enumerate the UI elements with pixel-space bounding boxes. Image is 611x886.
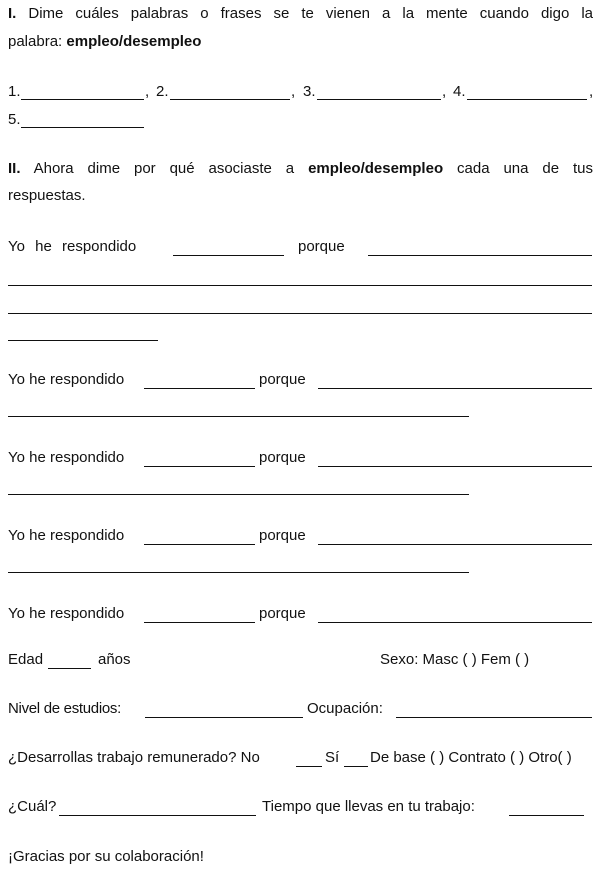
- response-2-because: porque: [259, 371, 306, 388]
- response-4-because: porque: [259, 527, 306, 544]
- section2-text-b: cada una de tus: [457, 160, 594, 177]
- section1-numeral: I.: [8, 5, 17, 22]
- section1-question: Dime cuáles palabras o frases se te vienen a la mente cuando digo la: [28, 5, 593, 22]
- occupation-label: Ocupación:: [307, 700, 383, 717]
- which-blank[interactable]: [59, 815, 256, 816]
- section1-line2: [8, 33, 201, 50]
- response-1-reason-line-2[interactable]: [8, 285, 592, 286]
- occupation-blank[interactable]: [396, 717, 592, 718]
- response-5-label: Yo he respondido: [8, 605, 125, 622]
- response-3-word-blank[interactable]: [144, 466, 255, 467]
- response-5-because: porque: [259, 605, 306, 622]
- response-4-reason-blank[interactable]: [318, 544, 592, 545]
- item-3-blank[interactable]: [317, 99, 441, 100]
- age-label: Edad: [8, 651, 44, 668]
- tenure-label: Tiempo que llevas en tu trabajo:: [262, 798, 475, 815]
- item-4-comma: ,: [589, 83, 594, 100]
- item-1-label: 1.: [8, 83, 21, 100]
- item-1-blank[interactable]: [21, 99, 144, 100]
- section2-text-a: Ahora dime por qué asociaste a: [33, 160, 295, 177]
- section2-numeral: II.: [8, 160, 21, 177]
- age-blank[interactable]: [48, 668, 91, 669]
- response-5-reason-blank[interactable]: [318, 622, 592, 623]
- response-1-because: porque: [298, 238, 345, 255]
- item-1-comma: ,: [145, 83, 150, 100]
- section1-term: empleo/desempleo: [66, 33, 202, 50]
- section1-prefix: palabra:: [8, 33, 63, 50]
- education-label: Nivel de estudios:: [8, 700, 121, 717]
- item-3-comma: ,: [442, 83, 447, 100]
- response-3-reason-blank[interactable]: [318, 466, 592, 467]
- response-1-label: Yo he respondido: [8, 238, 137, 255]
- item-4-label: 4.: [453, 83, 466, 100]
- job-type-options[interactable]: De base ( ) Contrato ( ) Otro( ): [370, 749, 572, 766]
- section2-line2: respuestas.: [8, 187, 86, 204]
- response-2-word-blank[interactable]: [144, 388, 255, 389]
- sex-options[interactable]: Sexo: Masc ( ) Fem ( ): [380, 651, 530, 668]
- item-5-blank[interactable]: [21, 127, 144, 128]
- response-1-reason-line-4[interactable]: [8, 340, 158, 341]
- item-5-label: 5.: [8, 111, 21, 128]
- item-2-comma: ,: [291, 83, 296, 100]
- item-3-label: 3.: [303, 83, 316, 100]
- response-1-reason-blank[interactable]: [368, 255, 592, 256]
- education-blank[interactable]: [145, 717, 303, 718]
- response-3-because: porque: [259, 449, 306, 466]
- response-1-word-blank[interactable]: [173, 255, 284, 256]
- response-5-word-blank[interactable]: [144, 622, 255, 623]
- thanks-message: ¡Gracias por su colaboración!: [8, 848, 204, 865]
- response-3-label: Yo he respondido: [8, 449, 125, 466]
- item-2-blank[interactable]: [170, 99, 290, 100]
- item-4-blank[interactable]: [467, 99, 587, 100]
- response-4-reason-line-2[interactable]: [8, 572, 469, 573]
- age-unit: años: [98, 651, 131, 668]
- section2-line1: [8, 160, 593, 177]
- response-2-label: Yo he respondido: [8, 371, 125, 388]
- response-4-word-blank[interactable]: [144, 544, 255, 545]
- tenure-blank[interactable]: [509, 815, 584, 816]
- response-4-label: Yo he respondido: [8, 527, 125, 544]
- paid-work-yes-blank[interactable]: [344, 766, 368, 767]
- response-3-reason-line-2[interactable]: [8, 494, 469, 495]
- response-2-reason-blank[interactable]: [318, 388, 592, 389]
- section1-line1: [8, 5, 593, 22]
- paid-work-question: ¿Desarrollas trabajo remunerado? No: [8, 749, 260, 766]
- which-label: ¿Cuál?: [8, 798, 57, 815]
- paid-work-no-blank[interactable]: [296, 766, 322, 767]
- section2-term: empleo/desempleo: [308, 160, 444, 177]
- response-2-reason-line-2[interactable]: [8, 416, 469, 417]
- paid-work-yes-label: Sí: [325, 749, 340, 766]
- response-1-reason-line-3[interactable]: [8, 313, 592, 314]
- item-2-label: 2.: [156, 83, 169, 100]
